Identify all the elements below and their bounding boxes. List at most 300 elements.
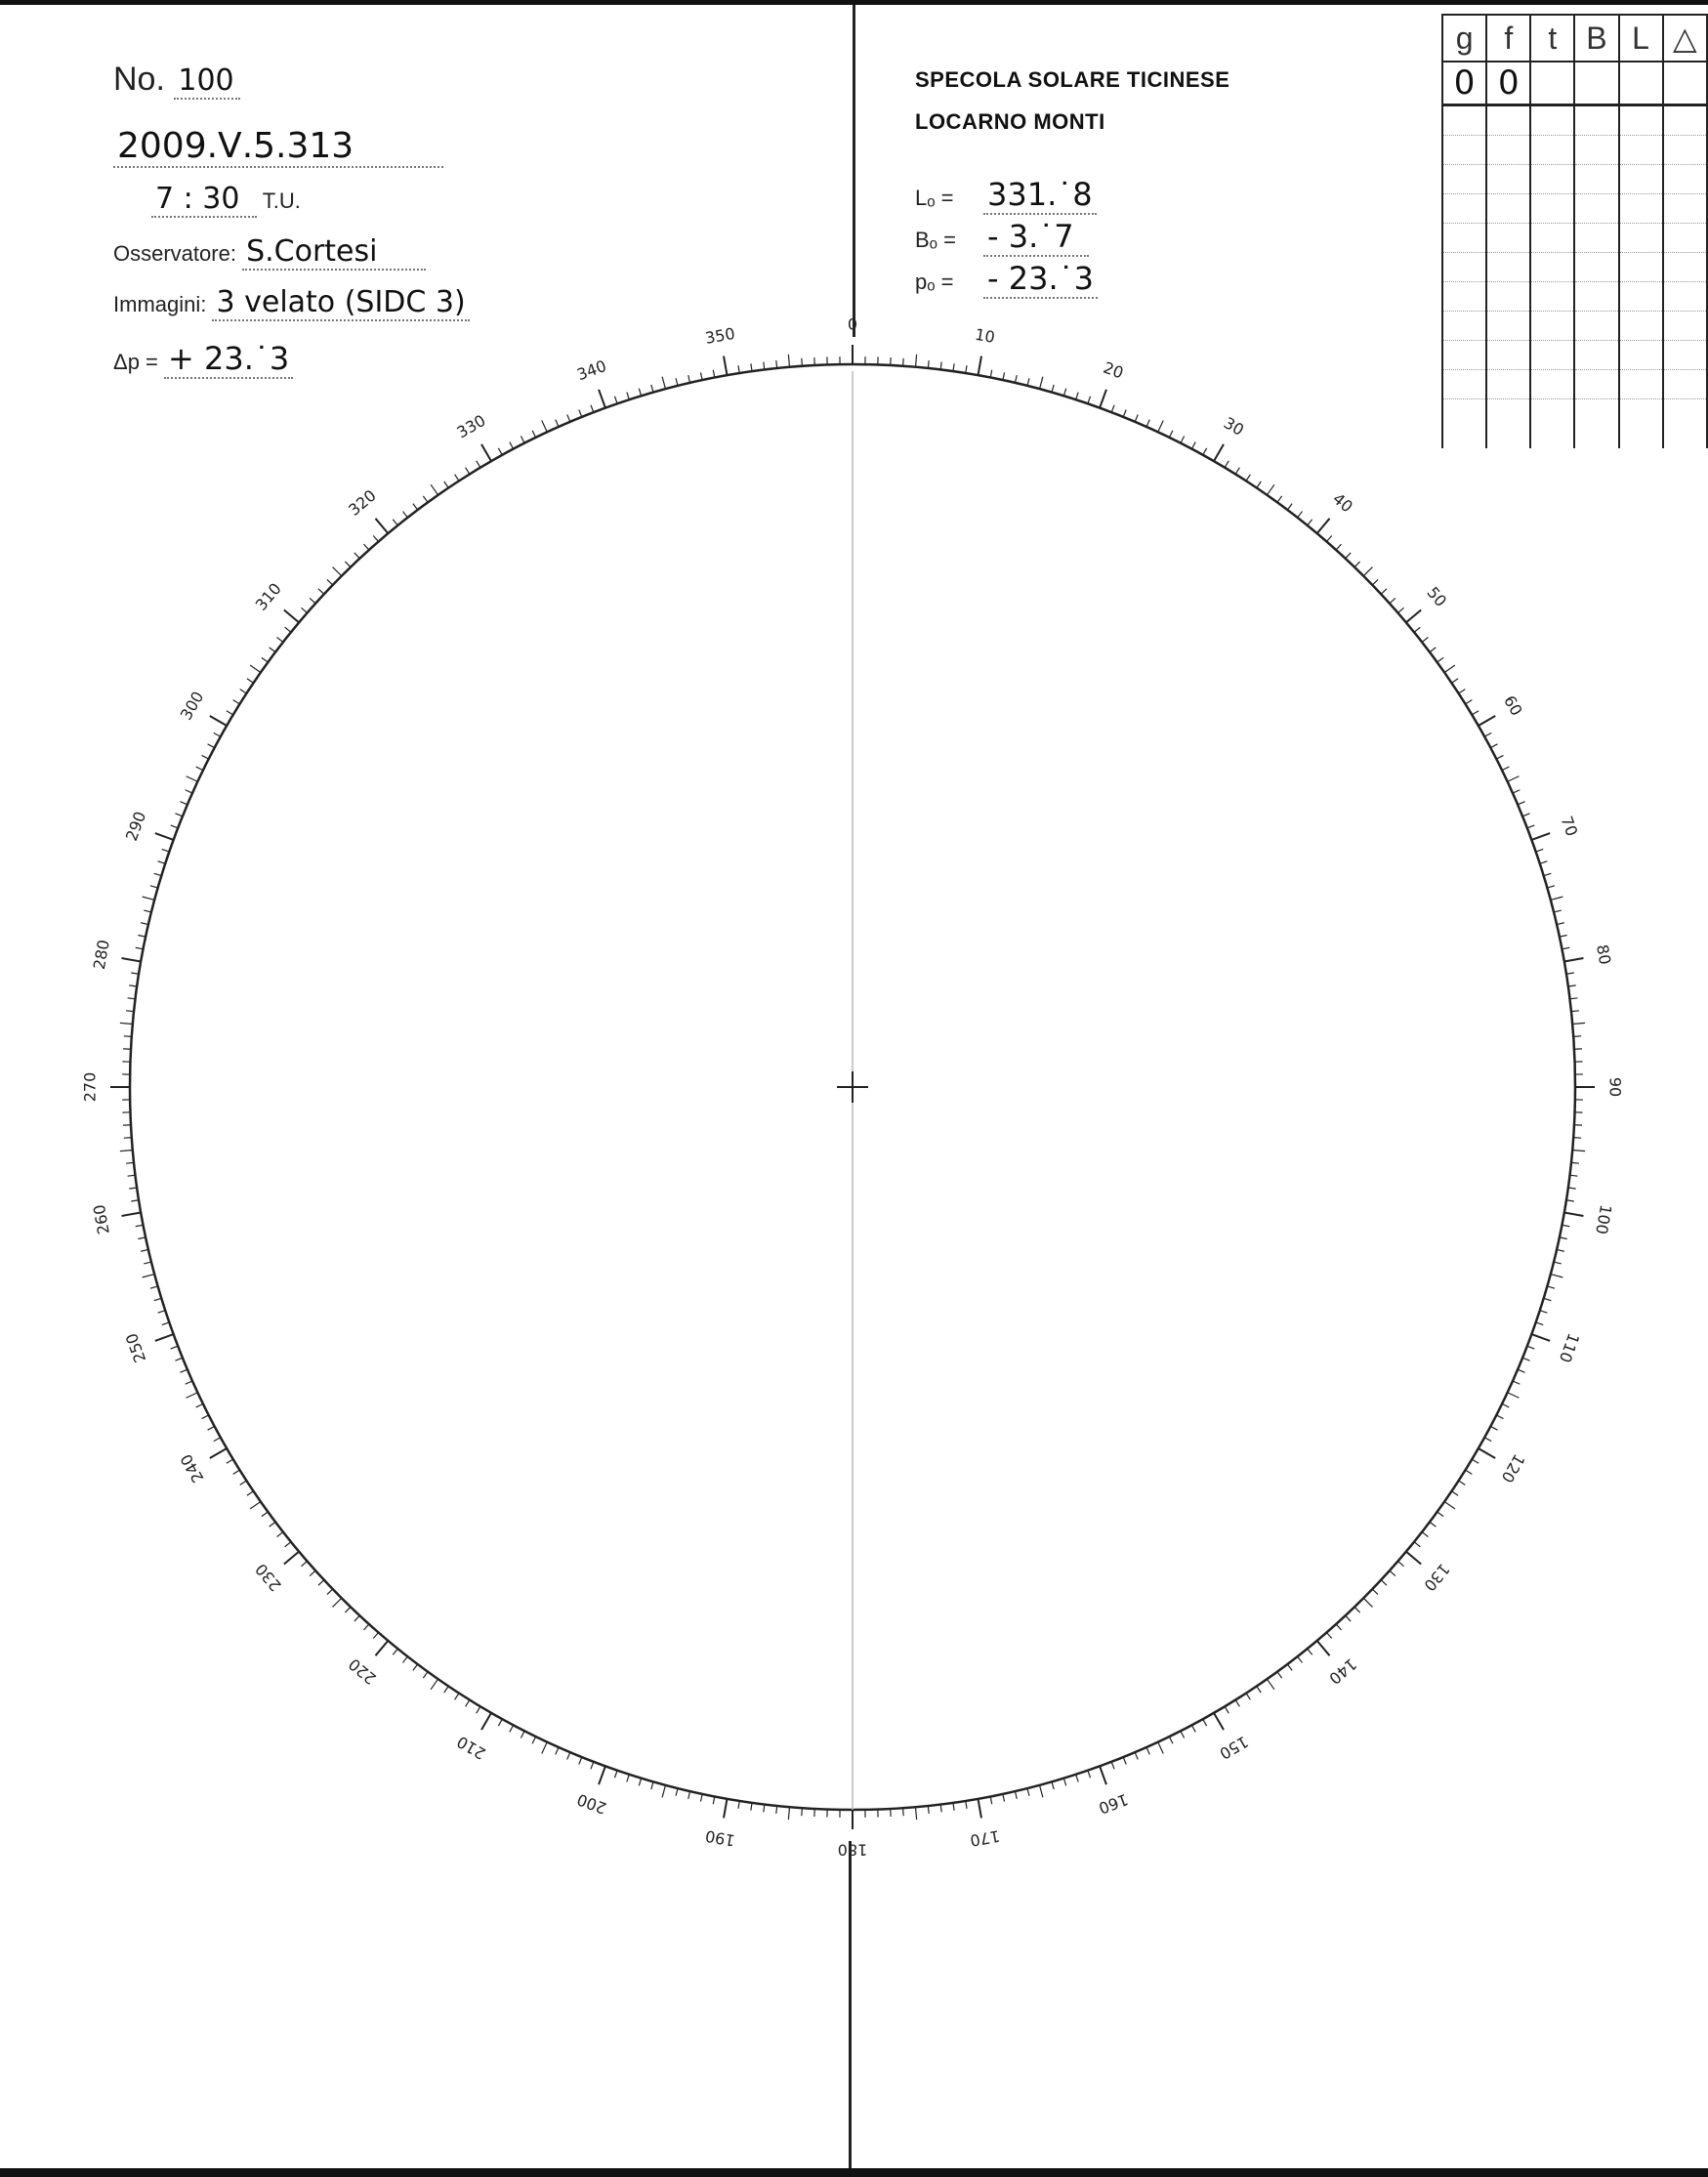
degree-tick bbox=[1430, 648, 1436, 652]
degree-tick bbox=[940, 1804, 941, 1812]
delta-p-label: Δp = bbox=[113, 350, 158, 374]
degree-tick bbox=[1437, 1512, 1443, 1517]
degree-label-280: 280 bbox=[89, 938, 113, 972]
degree-tick bbox=[129, 985, 137, 986]
column-header-g: g bbox=[1442, 15, 1486, 62]
degree-tick bbox=[208, 1426, 215, 1430]
observer-value[interactable]: S.Cortesi bbox=[242, 234, 426, 271]
degree-tick bbox=[363, 544, 368, 550]
degree-label-190: 190 bbox=[703, 1826, 737, 1851]
degree-tick bbox=[510, 442, 514, 449]
degree-tick bbox=[1308, 520, 1312, 525]
degree-tick bbox=[1257, 1686, 1261, 1693]
degree-tick bbox=[1191, 442, 1195, 449]
degree-tick bbox=[1003, 372, 1005, 380]
degree-tick bbox=[131, 973, 139, 974]
degree-tick bbox=[1277, 1672, 1282, 1678]
degree-tick bbox=[1437, 657, 1443, 662]
degree-tick bbox=[481, 444, 491, 461]
organization-name: SPECOLA SOLARE TICINESE bbox=[915, 67, 1230, 92]
degree-tick bbox=[928, 360, 929, 368]
degree-tick bbox=[1527, 1346, 1534, 1349]
degree-tick bbox=[1191, 1725, 1195, 1732]
degree-tick bbox=[318, 589, 324, 594]
sheet-number-label: No. bbox=[113, 61, 165, 98]
degree-tick bbox=[1406, 1552, 1421, 1565]
degree-tick bbox=[1451, 1491, 1458, 1495]
degree-tick bbox=[1317, 519, 1330, 533]
degree-tick bbox=[1015, 375, 1017, 383]
degree-tick bbox=[1277, 496, 1282, 502]
column-header-delta: △ bbox=[1663, 15, 1707, 62]
degree-tick bbox=[477, 461, 480, 468]
degree-tick bbox=[175, 814, 182, 816]
degree-tick bbox=[141, 1249, 148, 1251]
degree-tick bbox=[455, 475, 459, 481]
degree-tick bbox=[141, 923, 148, 925]
degree-tick bbox=[444, 481, 448, 488]
degree-tick bbox=[210, 1448, 227, 1458]
degree-tick bbox=[1536, 1322, 1544, 1325]
degree-tick bbox=[1111, 405, 1114, 412]
degree-label-130: 130 bbox=[1420, 1560, 1454, 1595]
degree-tick bbox=[915, 1807, 916, 1820]
degree-tick bbox=[1235, 468, 1239, 475]
degree-tick bbox=[1225, 1706, 1229, 1713]
degree-tick bbox=[1267, 1679, 1273, 1690]
degree-tick bbox=[990, 370, 992, 378]
degree-tick bbox=[285, 1542, 291, 1547]
degree-label-330: 330 bbox=[453, 410, 489, 442]
degree-tick bbox=[953, 1803, 954, 1811]
degree-tick bbox=[375, 1641, 388, 1655]
degree-tick bbox=[1466, 1470, 1473, 1474]
degree-tick bbox=[180, 1369, 187, 1372]
degree-tick bbox=[423, 496, 428, 502]
degree-tick bbox=[978, 1799, 980, 1819]
degree-tick bbox=[990, 1796, 992, 1804]
degree-tick bbox=[162, 1322, 170, 1325]
degree-tick bbox=[1267, 484, 1273, 495]
degree-label-340: 340 bbox=[574, 356, 609, 385]
coordinate-value[interactable]: 331.˙8 bbox=[983, 176, 1097, 215]
degree-tick bbox=[1135, 1752, 1138, 1759]
degree-tick bbox=[1257, 481, 1261, 488]
degree-tick bbox=[1502, 767, 1509, 771]
degree-tick bbox=[764, 362, 765, 370]
degree-tick bbox=[1181, 437, 1185, 443]
degree-tick bbox=[155, 1334, 174, 1341]
degree-tick bbox=[124, 1138, 132, 1139]
degree-tick bbox=[1146, 420, 1149, 427]
degree-tick bbox=[154, 873, 162, 875]
degree-tick bbox=[1547, 1286, 1555, 1288]
degree-label-90: 90 bbox=[1605, 1076, 1625, 1098]
degree-tick bbox=[1502, 1403, 1509, 1407]
degree-tick bbox=[521, 1731, 524, 1737]
degree-tick bbox=[903, 1808, 904, 1816]
degree-tick bbox=[175, 1358, 182, 1361]
degree-tick bbox=[1406, 609, 1421, 622]
degree-tick bbox=[186, 1381, 192, 1384]
degree-tick bbox=[940, 362, 941, 370]
degree-tick bbox=[1111, 1762, 1114, 1769]
column-header-f: f bbox=[1486, 15, 1530, 62]
degree-tick bbox=[481, 1713, 491, 1730]
degree-label-80: 80 bbox=[1593, 942, 1615, 967]
degree-tick bbox=[1472, 711, 1479, 715]
degree-tick bbox=[1354, 1607, 1360, 1612]
degree-tick bbox=[1496, 1415, 1503, 1419]
degree-tick bbox=[1372, 579, 1378, 585]
degree-tick bbox=[1181, 1731, 1185, 1737]
degree-tick bbox=[532, 1737, 536, 1743]
degree-tick bbox=[1564, 1212, 1584, 1215]
degree-tick bbox=[455, 1694, 459, 1700]
degree-tick bbox=[1158, 421, 1163, 433]
degree-tick bbox=[333, 1598, 342, 1607]
degree-tick bbox=[1571, 1162, 1579, 1163]
degree-tick bbox=[688, 375, 690, 383]
degree-tick bbox=[751, 1803, 752, 1811]
degree-tick bbox=[639, 389, 641, 397]
degree-tick bbox=[122, 958, 142, 961]
degree-tick bbox=[413, 504, 418, 510]
degree-tick bbox=[144, 910, 151, 912]
degree-tick bbox=[1123, 409, 1126, 416]
degree-tick bbox=[1088, 397, 1091, 404]
degree-label-230: 230 bbox=[251, 1560, 285, 1595]
degree-tick bbox=[1381, 1580, 1387, 1585]
degree-tick bbox=[591, 1762, 594, 1769]
degree-tick bbox=[1554, 1262, 1562, 1264]
observer-label: Osservatore: bbox=[113, 241, 236, 266]
degree-tick bbox=[1531, 1334, 1550, 1341]
degree-tick bbox=[1551, 1275, 1563, 1277]
degree-tick bbox=[599, 390, 605, 408]
degree-label-170: 170 bbox=[968, 1826, 1002, 1851]
degree-tick bbox=[1568, 1188, 1576, 1189]
degree-tick bbox=[345, 562, 351, 567]
degree-tick bbox=[214, 1438, 221, 1442]
degree-tick bbox=[1346, 1615, 1351, 1621]
degree-tick bbox=[1466, 700, 1473, 704]
degree-tick bbox=[1540, 1311, 1548, 1313]
degree-tick bbox=[1560, 935, 1567, 937]
degree-tick bbox=[542, 421, 547, 433]
degree-tick bbox=[162, 849, 170, 852]
degree-tick bbox=[1169, 431, 1173, 438]
degree-tick bbox=[1346, 553, 1351, 559]
degree-tick bbox=[1336, 1624, 1341, 1630]
degree-tick bbox=[120, 1150, 133, 1151]
degree-tick bbox=[614, 1771, 617, 1779]
degree-tick bbox=[903, 358, 904, 366]
degree-tick bbox=[700, 1794, 702, 1802]
degree-tick bbox=[1518, 802, 1524, 805]
degree-tick bbox=[1397, 1561, 1403, 1566]
degree-tick bbox=[333, 567, 342, 576]
degree-tick bbox=[431, 1679, 437, 1690]
degree-tick bbox=[402, 512, 407, 518]
degree-tick bbox=[327, 1589, 333, 1595]
degree-tick bbox=[788, 355, 789, 367]
table-cell[interactable]: 0 bbox=[1442, 62, 1486, 105]
degree-tick bbox=[277, 1532, 283, 1537]
degree-tick bbox=[128, 1175, 136, 1176]
degree-tick bbox=[284, 1552, 299, 1565]
degree-tick bbox=[301, 607, 307, 612]
degree-tick bbox=[122, 1212, 142, 1215]
degree-tick bbox=[208, 744, 215, 748]
degree-tick bbox=[498, 448, 502, 455]
degree-tick bbox=[150, 886, 158, 888]
degree-tick bbox=[1444, 1501, 1455, 1508]
degree-tick bbox=[1564, 958, 1584, 961]
degree-label-210: 210 bbox=[453, 1732, 489, 1764]
degree-label-60: 60 bbox=[1500, 691, 1526, 720]
degree-tick bbox=[688, 1791, 690, 1799]
degree-tick bbox=[431, 484, 437, 495]
observation-date-value[interactable]: 2009.Ⅴ.5.313 bbox=[113, 126, 443, 168]
degree-tick bbox=[120, 1023, 133, 1024]
degree-tick bbox=[662, 377, 665, 390]
degree-tick bbox=[402, 1656, 407, 1662]
degree-tick bbox=[1522, 1358, 1529, 1361]
degree-tick bbox=[1540, 861, 1548, 863]
table-cell[interactable]: 0 bbox=[1486, 62, 1530, 105]
degree-tick bbox=[138, 1237, 146, 1239]
degree-tick bbox=[466, 468, 470, 475]
degree-tick bbox=[196, 1403, 203, 1407]
degree-tick bbox=[227, 711, 233, 715]
degree-tick bbox=[1169, 1737, 1173, 1743]
degree-label-40: 40 bbox=[1329, 488, 1356, 517]
degree-tick bbox=[318, 1580, 324, 1585]
degree-tick bbox=[155, 833, 174, 840]
degree-tick bbox=[1100, 1766, 1106, 1784]
degree-tick bbox=[1572, 1023, 1585, 1024]
degree-label-110: 110 bbox=[1555, 1330, 1584, 1365]
degree-tick bbox=[1076, 1775, 1078, 1782]
degree-label-50: 50 bbox=[1423, 583, 1451, 610]
degree-tick bbox=[1287, 504, 1292, 510]
degree-tick bbox=[202, 755, 209, 759]
degree-tick bbox=[1390, 1570, 1396, 1575]
degree-tick bbox=[345, 1607, 351, 1612]
degree-tick bbox=[150, 1286, 158, 1288]
degree-tick bbox=[1414, 627, 1420, 632]
degree-label-220: 220 bbox=[345, 1654, 380, 1689]
degree-tick bbox=[802, 1808, 803, 1816]
degree-label-180: 180 bbox=[837, 1840, 868, 1860]
degree-tick bbox=[567, 1752, 570, 1759]
degree-tick bbox=[1203, 1719, 1207, 1726]
degree-tick bbox=[599, 1766, 605, 1784]
degree-tick bbox=[128, 998, 136, 999]
degree-tick bbox=[477, 1706, 480, 1713]
degree-tick bbox=[651, 1781, 653, 1789]
degree-tick bbox=[1536, 849, 1544, 852]
degree-tick bbox=[627, 1775, 629, 1782]
degree-label-20: 20 bbox=[1101, 357, 1126, 383]
degree-tick bbox=[1560, 1237, 1567, 1239]
degree-tick bbox=[1573, 1138, 1581, 1139]
degree-label-290: 290 bbox=[121, 809, 150, 844]
coordinate-label: Bₒ = bbox=[915, 228, 956, 252]
delta-p-value[interactable]: + 23.˙3 bbox=[164, 340, 293, 379]
degree-tick bbox=[393, 1649, 397, 1654]
degree-tick bbox=[1052, 385, 1054, 393]
degree-tick bbox=[126, 1011, 134, 1012]
degree-tick bbox=[1472, 1459, 1479, 1463]
degree-tick bbox=[1246, 475, 1250, 481]
degree-tick bbox=[579, 409, 582, 416]
degree-tick bbox=[1063, 389, 1065, 397]
degree-tick bbox=[1354, 562, 1360, 567]
degree-tick bbox=[738, 365, 739, 373]
degree-tick bbox=[1414, 1542, 1420, 1547]
degree-tick bbox=[1381, 589, 1387, 594]
degree-tick bbox=[240, 1481, 247, 1485]
degree-tick bbox=[1522, 814, 1529, 816]
degree-tick bbox=[373, 535, 378, 541]
coordinate-value[interactable]: - 23.˙3 bbox=[983, 260, 1098, 299]
degree-tick bbox=[1372, 1589, 1378, 1595]
degree-tick bbox=[186, 790, 192, 793]
images-value[interactable]: 3 velato (SIDC 3) bbox=[212, 285, 469, 321]
degree-tick bbox=[1214, 444, 1224, 461]
degree-tick bbox=[1100, 390, 1106, 408]
degree-tick bbox=[240, 690, 247, 693]
degree-tick bbox=[131, 1200, 139, 1201]
degree-tick bbox=[764, 1804, 765, 1812]
degree-tick bbox=[802, 358, 803, 366]
degree-tick bbox=[1430, 1522, 1436, 1527]
degree-tick bbox=[1547, 886, 1555, 888]
degree-tick bbox=[327, 579, 333, 585]
degree-tick bbox=[579, 1757, 582, 1764]
sheet-number-value[interactable]: 100 bbox=[174, 63, 240, 100]
degree-label-160: 160 bbox=[1096, 1789, 1131, 1819]
degree-tick bbox=[1063, 1779, 1065, 1786]
degree-tick bbox=[393, 520, 397, 525]
degree-tick bbox=[1397, 607, 1403, 612]
degree-tick bbox=[158, 861, 166, 863]
degree-tick bbox=[1562, 947, 1569, 949]
degree-tick bbox=[247, 679, 254, 683]
degree-label-310: 310 bbox=[251, 579, 285, 614]
degree-tick bbox=[210, 716, 227, 726]
degree-tick bbox=[143, 1275, 155, 1277]
degree-tick bbox=[1287, 1664, 1292, 1670]
degree-label-240: 240 bbox=[176, 1450, 208, 1486]
degree-tick bbox=[1566, 973, 1574, 974]
degree-tick bbox=[1363, 567, 1372, 576]
degree-tick bbox=[180, 802, 187, 805]
column-header-t: t bbox=[1530, 15, 1574, 62]
degree-tick bbox=[591, 405, 594, 412]
degree-tick bbox=[1203, 448, 1207, 455]
degree-tick bbox=[1326, 535, 1331, 541]
degree-tick bbox=[262, 1512, 268, 1517]
degree-tick bbox=[1479, 1448, 1495, 1458]
observation-time-value[interactable]: 7 : 30 bbox=[151, 182, 257, 218]
degree-tick bbox=[466, 1700, 470, 1707]
degree-tick bbox=[1214, 1713, 1224, 1730]
degree-tick bbox=[1484, 733, 1491, 736]
column-header-L: L bbox=[1619, 15, 1663, 62]
degree-label-320: 320 bbox=[345, 485, 380, 520]
degree-tick bbox=[1040, 377, 1043, 390]
degree-tick bbox=[928, 1806, 929, 1814]
degree-tick bbox=[171, 825, 178, 828]
degree-tick bbox=[375, 519, 388, 533]
degree-tick bbox=[1527, 825, 1534, 828]
degree-tick bbox=[556, 420, 559, 427]
degree-tick bbox=[1566, 1200, 1574, 1201]
degree-tick bbox=[1479, 716, 1495, 726]
degree-tick bbox=[1557, 1249, 1564, 1251]
degree-tick bbox=[187, 1393, 198, 1398]
degree-tick bbox=[556, 1747, 559, 1754]
degree-tick bbox=[1317, 1641, 1330, 1655]
degree-tick bbox=[510, 1725, 514, 1732]
degree-tick bbox=[567, 414, 570, 421]
degree-tick bbox=[1568, 985, 1576, 986]
degree-tick bbox=[751, 363, 752, 371]
degree-tick bbox=[136, 1225, 144, 1227]
degree-tick bbox=[662, 1785, 665, 1798]
degree-tick bbox=[1531, 833, 1550, 840]
degree-tick bbox=[1326, 1632, 1331, 1638]
degree-label-350: 350 bbox=[703, 323, 737, 348]
degree-tick bbox=[738, 1801, 739, 1809]
degree-tick bbox=[1040, 1785, 1043, 1798]
degree-tick bbox=[310, 598, 315, 603]
coordinate-label: pₒ = bbox=[915, 270, 954, 294]
degree-tick bbox=[966, 1801, 967, 1809]
degree-tick bbox=[247, 1491, 254, 1495]
degree-tick bbox=[1554, 910, 1562, 912]
degree-label-70: 70 bbox=[1557, 814, 1582, 839]
degree-tick bbox=[676, 378, 678, 386]
degree-tick bbox=[196, 767, 203, 771]
degree-tick bbox=[143, 897, 155, 900]
degree-tick bbox=[776, 1806, 777, 1814]
degree-tick bbox=[270, 1522, 275, 1527]
degree-tick bbox=[1508, 776, 1520, 781]
degree-tick bbox=[1484, 1438, 1491, 1442]
organization-location: LOCARNO MONTI bbox=[915, 109, 1105, 134]
degree-tick bbox=[1569, 1175, 1577, 1176]
degree-label-250: 250 bbox=[121, 1330, 150, 1365]
degree-tick bbox=[1027, 378, 1029, 386]
degree-label-150: 150 bbox=[1216, 1732, 1252, 1764]
degree-tick bbox=[301, 1561, 307, 1566]
degree-tick bbox=[154, 1298, 162, 1300]
degree-tick bbox=[676, 1788, 678, 1796]
degree-tick bbox=[354, 553, 359, 559]
images-label: Immagini: bbox=[113, 292, 207, 316]
degree-tick bbox=[532, 431, 536, 438]
degree-tick bbox=[1003, 1794, 1005, 1802]
coordinate-value[interactable]: - 3.˙7 bbox=[983, 218, 1089, 257]
degree-tick bbox=[1135, 414, 1138, 421]
time-unit-label: T.U. bbox=[262, 188, 301, 213]
degree-tick bbox=[1235, 1700, 1239, 1707]
degree-tick bbox=[187, 776, 198, 781]
